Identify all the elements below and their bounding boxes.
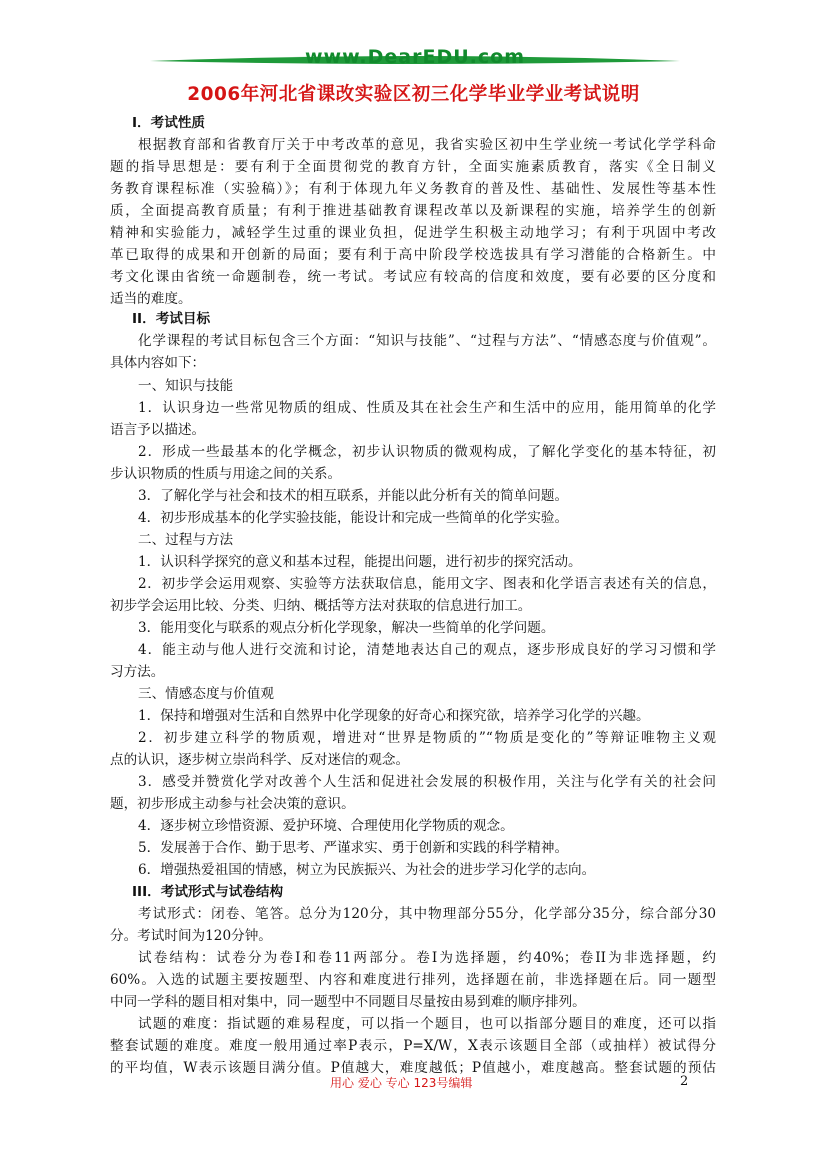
subsection-heading: 三、情感态度与价值观 [138,686,274,702]
list-item: 题，初步形成主动参与社会决策的意识。 [110,796,355,812]
list-item: 点的认识，逐步树立崇尚科学、反对迷信的观念。 [110,752,410,768]
list-item: 4．初步形成基本的化学实验技能，能设计和完成一些简单的化学实验。 [138,510,569,526]
list-item: 4．能主动与他人进行交流和讨论，清楚地表达自己的观点，逐步形成良好的学习习惯和学 [138,642,716,658]
list-item: 6．增强热爱祖国的情感，树立为民族振兴、为社会的进步学习化学的志向。 [138,862,596,878]
subsection-heading: 二、过程与方法 [138,532,234,548]
list-item: 1．保持和增强对生活和自然界中化学现象的好奇心和探究欲，培养学习化学的兴趣。 [138,708,650,724]
list-item: 3．了解化学与社会和技术的相互联系，并能以此分析有关的简单问题。 [138,488,569,504]
paragraph-line: 质，全面提高教育质量；有利于推进基础教育课程改革以及新课程的实施，培养学生的创新 [110,203,716,219]
list-item: 1．认识身边一些常见物质的组成、性质及其在社会生产和生活中的应用，能用简单的化学 [138,400,716,416]
paragraph-line: 考试形式：闭卷、笔答。总分为120分，其中物理部分55分，化学部分35分，综合部分30 [138,906,716,922]
list-item: 1．认识科学探究的意义和基本过程，能提出问题，进行初步的探究活动。 [138,554,582,570]
section-heading-3: III．考试形式与试卷结构 [132,884,284,900]
list-item: 3．能用变化与联系的观点分析化学现象，解决一些简单的化学问题。 [138,620,555,636]
paragraph-line: 考文化课由省统一命题制卷，统一考试。考试应有较高的信度和效度，要有必要的区分度和 [110,269,716,285]
paragraph-line: 精神和实验能力，减轻学生过重的课业负担，促进学生积极主动地学习；有利于巩固中考改 [110,225,716,241]
section-heading-1: I．考试性质 [132,115,206,131]
list-item: 4．逐步树立珍惜资源、爱护环境、合理使用化学物质的观念。 [138,818,514,834]
list-item: 初步学会运用比较、分类、归纳、概括等方法对获取的信息进行加工。 [110,598,532,614]
list-item: 语言予以描述。 [110,422,206,438]
document-title: 2006年河北省课改实验区初三化学毕业学业考试说明 [187,84,640,105]
site-url[interactable]: www.DearEDU.com [304,46,526,68]
list-item: 2．初步学会运用观察、实验等方法获取信息，能用文字、图表和化学语言表述有关的信息， [138,576,716,592]
list-item: 3．感受并赞赏化学对改善个人生活和促进社会发展的积极作用，关注与化学有关的社会问 [138,774,716,790]
paragraph-line: 具体内容如下： [110,355,206,371]
list-item: 2．初步建立科学的物质观，增进对“世界是物质的”“物质是变化的”等辩证唯物主义观 [138,730,716,746]
paragraph-line: 革已取得的成果和开创新的局面；要有利于高中阶段学校选拔具有学习潜能的合格新生。中 [110,247,716,263]
paragraph-line: 题的指导思想是：要有利于全面贯彻党的教育方针，全面实施素质教育，落实《全日制义 [110,159,716,175]
paragraph-line: 适当的难度。 [110,291,192,307]
list-item: 5．发展善于合作、勤于思考、严谨求实、勇于创新和实践的科学精神。 [138,840,569,856]
paragraph-line: 中同一学科的题目相对集中，同一题型中不同题目尽量按由易到难的顺序排列。 [110,994,586,1010]
paragraph-line: 的平均值，W表示该题目满分值。P值越大，难度越低；P值越小，难度越高。整套试题的预估 [110,1060,716,1076]
list-item: 2．形成一些最基本的化学概念，初步认识物质的微观构成，了解化学变化的基本特征，初 [138,444,716,460]
section-heading-2: II．考试目标 [132,311,211,327]
paragraph-line: 分。考试时间为120分钟。 [110,928,272,944]
paragraph-line: 整套试题的难度。难度一般用通过率P表示，P=X/W，X表示该题目全部（或抽样）被试得分 [110,1038,716,1054]
list-item: 习方法。 [110,664,165,680]
paragraph-line: 60%。入选的试题主要按题型、内容和难度进行排列，选择题在前，非选择题在后。同一题型 [110,972,716,988]
page-number: 2 [680,1074,689,1089]
paragraph-line: 试卷结构：试卷分为卷I和卷11两部分。卷I为选择题，约40%；卷II为非选择题，约 [138,950,716,966]
paragraph-line: 根据教育部和省教育厅关于中考改革的意见，我省实验区初中生学业统一考试化学学科命 [138,137,716,153]
site-logo-banner [150,48,680,74]
paragraph-line: 化学课程的考试目标包含三个方面：“知识与技能”、“过程与方法”、“情感态度与价值观”。 [138,333,716,349]
paragraph-line: 试题的难度：指试题的难易程度，可以指一个题目，也可以指部分题目的难度，还可以指 [138,1016,716,1032]
subsection-heading: 一、知识与技能 [138,378,234,394]
list-item: 步认识物质的性质与用途之间的关系。 [110,466,342,482]
footer-slogan: 用心 爱心 专心 123号编辑 [330,1076,473,1090]
paragraph-line: 务教育课程标准（实验稿）》；有利于体现九年义务教育的普及性、基础性、发展性等基本性 [110,181,716,197]
